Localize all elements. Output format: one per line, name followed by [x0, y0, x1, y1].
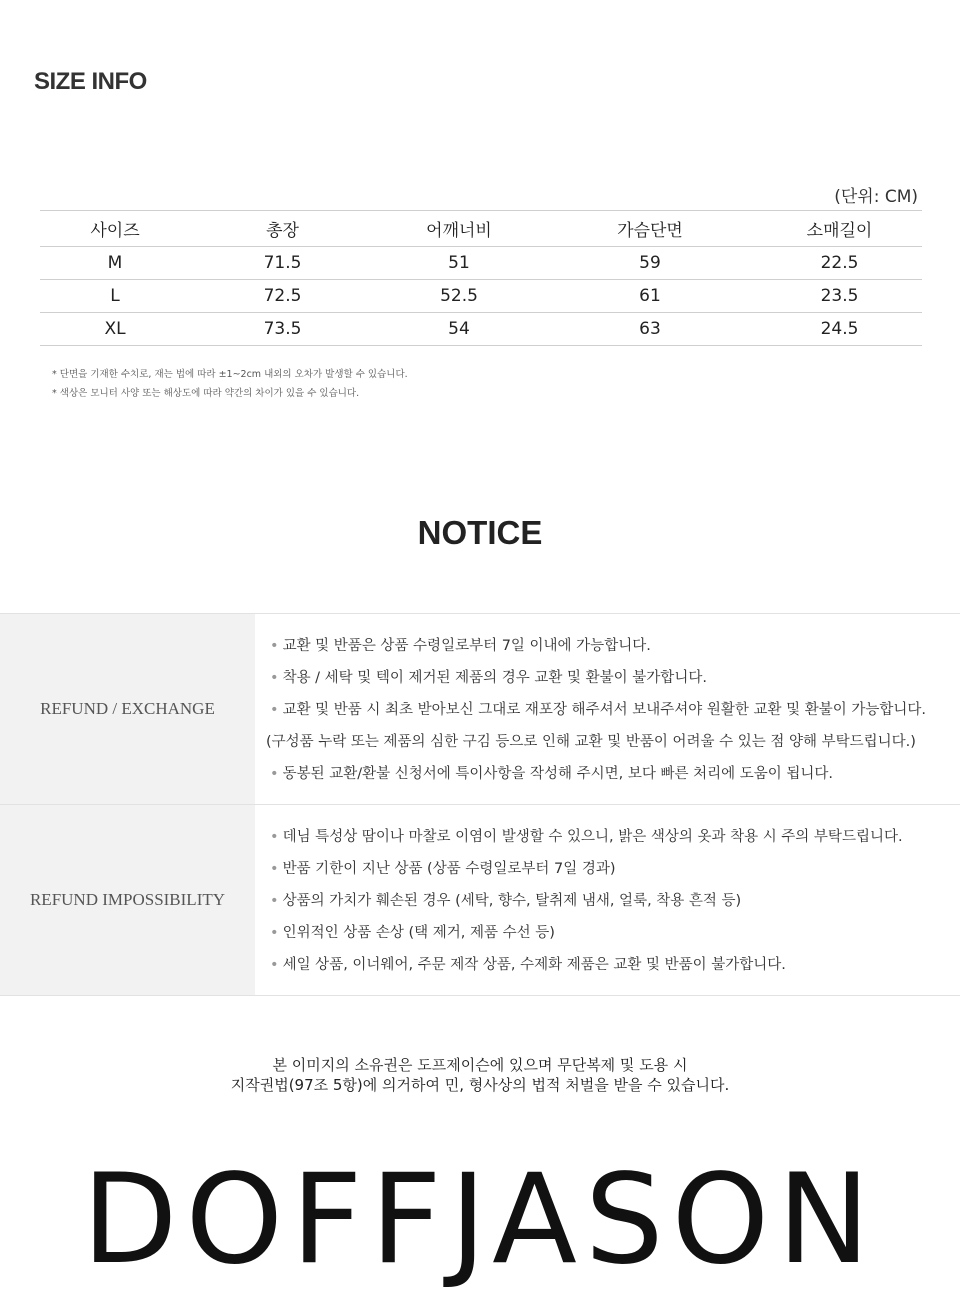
list-item: [270, 949, 960, 981]
bullet-icon: •: [270, 766, 279, 782]
notice-label: REFUND / EXCHANGE: [0, 614, 255, 804]
list-item-text: 착용 / 세탁 및 텍이 제거된 제품의 경우 교환 및 환불이 불가합니다.: [282, 670, 707, 686]
list-item: [270, 758, 960, 790]
bullet-icon: •: [270, 957, 279, 973]
size-note: * 색상은 모니터 사양 또는 해상도에 따라 약간의 차이가 있을 수 있습니다.: [52, 388, 360, 399]
table-cell: 24.5: [820, 319, 859, 339]
list-item-text: 교환 및 반품 시 최초 받아보신 그대로 재포장 해주셔서 보내주셔야 원활한 교환 및 환불이 가능합니다.: [282, 702, 926, 718]
list-item: [270, 821, 960, 853]
bullet-icon: •: [270, 861, 279, 877]
notice-list: [255, 805, 960, 995]
size-note: * 단면을 기재한 수치로, 재는 법에 따라 ±1~2cm 내외의 오차가 발생할 수 있습니다.: [52, 369, 408, 380]
list-item-text: 데님 특성상 땀이나 마찰로 이염이 발생할 수 있으니, 밝은 색상의 옷과 착용 시 주의 부탁드립니다.: [282, 829, 903, 845]
list-item-text: (구성품 누락 또는 제품의 심한 구김 등으로 인해 교환 및 반품이 어려울 수 있는 점 양해 부탁드립니다.): [266, 734, 916, 750]
bullet-icon: •: [270, 702, 279, 718]
table-cell: 71.5: [263, 253, 302, 273]
notice-label: REFUND IMPOSSIBILITY: [0, 805, 255, 995]
notice-table: [0, 613, 960, 996]
list-item-text: 인위적인 상품 손상 (택 제거, 제품 수선 등): [282, 925, 555, 941]
notice-section-refund-impossibility: [0, 805, 960, 996]
copyright-notice: [0, 1055, 960, 1095]
size-notes: [52, 365, 408, 403]
copyright-line: 지작권법(97조 5항)에 의거하여 민, 형사상의 법적 처벌을 받을 수 있습니다.: [230, 1076, 730, 1094]
table-cell: 52.5: [440, 286, 478, 306]
size-info-title: SIZE INFO: [34, 68, 147, 95]
notice-title: NOTICE: [417, 514, 543, 551]
list-item: [270, 853, 960, 885]
notice-section-refund-exchange: [0, 614, 960, 805]
list-item-text: 반품 기한이 지난 상품 (상품 수령일로부터 7일 경과): [282, 861, 616, 877]
notice-list: [255, 614, 960, 804]
list-item: [270, 885, 960, 917]
list-item-text: 세일 상품, 이너웨어, 주문 제작 상품, 수제화 제품은 교환 및 반품이 불가합니다.: [282, 957, 786, 973]
header-chest-width: 가슴단면: [617, 221, 683, 241]
list-item: [270, 662, 960, 694]
table-cell: M: [107, 253, 123, 273]
bullet-icon: •: [270, 925, 279, 941]
bullet-icon: •: [270, 638, 279, 654]
list-item: [270, 630, 960, 662]
table-cell: 63: [639, 319, 661, 339]
unit-label: (단위: CM): [834, 187, 918, 207]
header-shoulder-width: 어깨너비: [426, 221, 492, 241]
table-cell: 51: [448, 253, 470, 273]
list-item-text: 동봉된 교환/환불 신청서에 특이사항을 작성해 주시면, 보다 빠른 처리에 도움이 됩니다.: [282, 766, 833, 782]
table-cell: 61: [639, 286, 661, 306]
table-cell: 22.5: [820, 253, 859, 273]
bullet-icon: •: [270, 893, 279, 909]
header-sleeve-length: 소매길이: [806, 221, 873, 241]
table-cell: 72.5: [263, 286, 302, 306]
bullet-icon: •: [270, 670, 279, 686]
copyright-line: 본 이미지의 소유권은 도프제이슨에 있으며 무단복제 및 도용 시: [272, 1056, 688, 1074]
list-item-text: 교환 및 반품은 상품 수령일로부터 7일 이내에 가능합니다.: [282, 638, 651, 654]
list-item: [270, 694, 960, 726]
list-item: [270, 917, 960, 949]
table-cell: 54: [448, 319, 470, 339]
table-cell: 73.5: [263, 319, 302, 339]
list-item: [266, 726, 960, 758]
table-row: [40, 280, 922, 313]
bullet-icon: •: [270, 829, 279, 845]
table-row: [40, 313, 922, 346]
table-cell: 59: [639, 253, 661, 273]
table-row: [40, 247, 922, 280]
header-size: 사이즈: [90, 221, 140, 241]
size-table: [40, 210, 922, 346]
brand-logo: DOFFJASON: [81, 1148, 879, 1292]
table-cell: XL: [104, 319, 126, 339]
list-item-text: 상품의 가치가 훼손된 경우 (세탁, 향수, 탈취제 냄새, 얼룩, 착용 흔적 등): [282, 893, 742, 909]
table-cell: L: [110, 286, 120, 306]
size-table-header-row: [40, 211, 922, 247]
table-cell: 23.5: [820, 286, 859, 306]
header-total-length: 총장: [266, 221, 299, 241]
